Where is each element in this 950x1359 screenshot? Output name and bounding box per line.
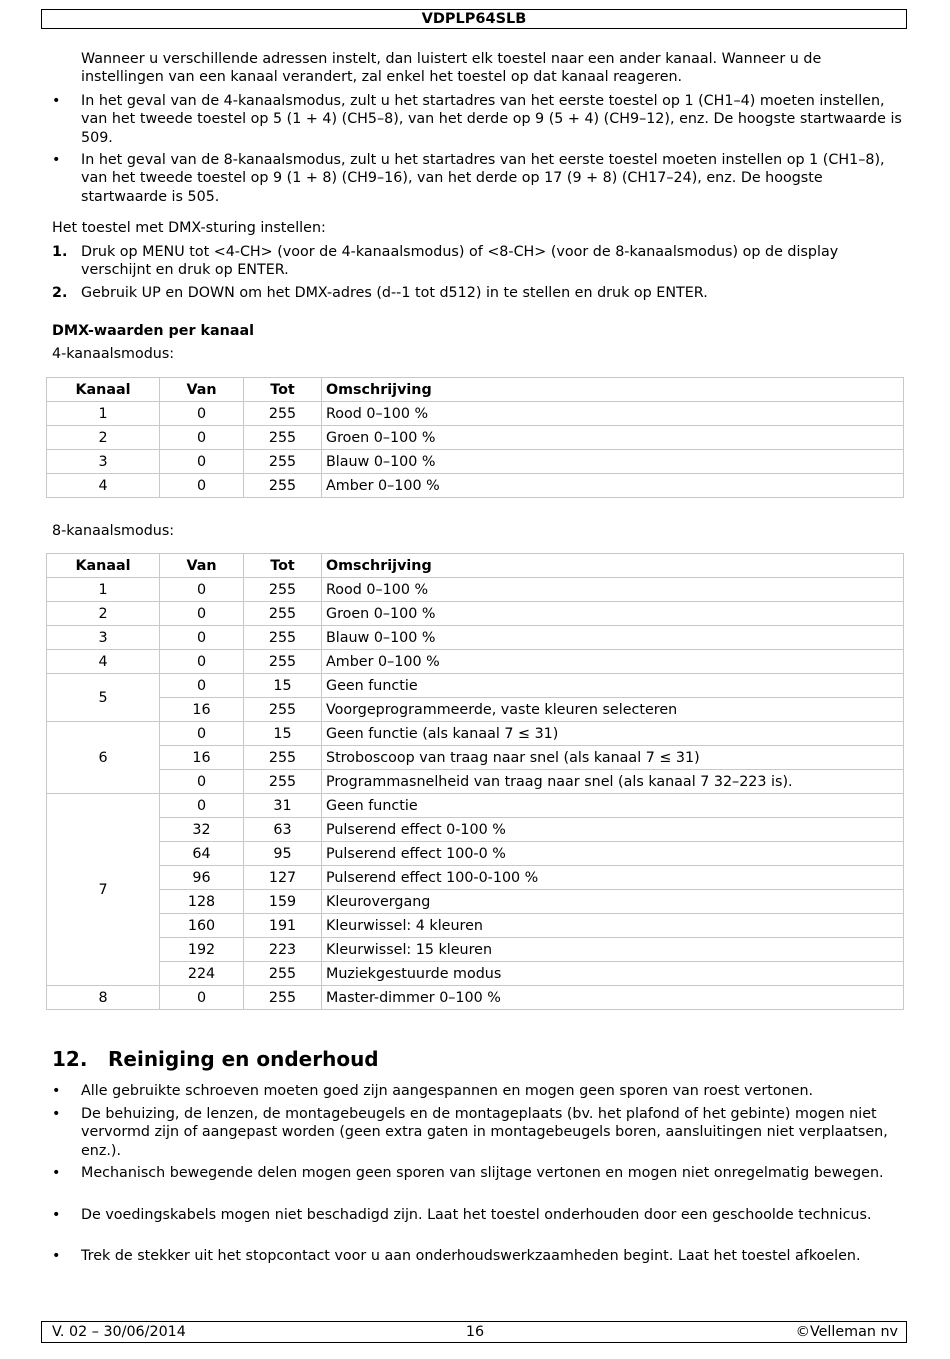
cell: Kleurwissel: 15 kleuren [322, 938, 904, 962]
cell: 127 [244, 866, 322, 890]
page-number: 16 [465, 1324, 485, 1340]
cell: 0 [160, 650, 244, 674]
table-row [47, 962, 904, 986]
cell: 0 [160, 794, 244, 818]
cell: Geen functie [322, 674, 904, 698]
table-row [47, 426, 904, 450]
cell: Amber 0–100 % [322, 650, 904, 674]
cell: 1 [47, 578, 160, 602]
cell: Rood 0–100 % [322, 578, 904, 602]
cell: Blauw 0–100 % [322, 450, 904, 474]
bullet-icon: • [52, 1083, 61, 1099]
step-item [52, 243, 902, 280]
cell: 16 [160, 698, 244, 722]
channel-cell: 5 [47, 674, 160, 722]
list-item [52, 1082, 902, 1100]
cell: 4 [47, 474, 160, 498]
cell: 63 [244, 818, 322, 842]
cell: 15 [244, 674, 322, 698]
table-header-row [47, 378, 904, 402]
bullet-icon: • [52, 1165, 61, 1181]
mode4-label: 4-kanaalsmodus: [52, 346, 175, 362]
step-number: 1. [52, 244, 68, 260]
column-header: Kanaal [47, 378, 160, 402]
table-row [47, 746, 904, 770]
bullet-icon: • [52, 1106, 61, 1122]
cell: 1 [47, 402, 160, 426]
cell: 31 [244, 794, 322, 818]
column-header: Kanaal [47, 554, 160, 578]
bullet-icon: • [52, 1207, 61, 1223]
table-row [47, 474, 904, 498]
list-item-text: In het geval van de 8-kanaalsmodus, zult u het startadres van het eerste toestel moeten instellen op 1 (CH1–8), van het tweede toestel op 9 (1 + 8) (CH9–16), van het derde op 17 (9 + 8) (CH17–24), enz. De hoogste startwaarde is 505. [81, 152, 885, 205]
list-item [52, 151, 902, 206]
cell: 191 [244, 914, 322, 938]
cell: Rood 0–100 % [322, 402, 904, 426]
cell: Blauw 0–100 % [322, 626, 904, 650]
column-header: Van [160, 378, 244, 402]
list-item [52, 92, 902, 147]
mode8-table [46, 553, 904, 1010]
column-header: Van [160, 554, 244, 578]
cell: 224 [160, 962, 244, 986]
cell: 255 [244, 426, 322, 450]
mode4-table [46, 377, 904, 498]
section-number: 12. [52, 1047, 88, 1071]
table-row [47, 450, 904, 474]
step-number: 2. [52, 285, 68, 301]
cell: 255 [244, 474, 322, 498]
cell: 3 [47, 450, 160, 474]
table-row [47, 770, 904, 794]
cell: 8 [47, 986, 160, 1010]
section-heading [52, 1046, 379, 1072]
cell: 255 [244, 962, 322, 986]
intro-paragraph: Wanneer u verschillende adressen instelt, dan luistert elk toestel naar een ander kanaal. Wanneer u de instellingen van een kanaal verandert, zal enkel het toestel op dat kanaal reageren. [81, 51, 822, 86]
cell: 255 [244, 986, 322, 1010]
cell: 15 [244, 722, 322, 746]
bullet-icon: • [52, 152, 61, 168]
cell: Stroboscoop van traag naar snel (als kanaal 7 ≤ 31) [322, 746, 904, 770]
cell: 2 [47, 602, 160, 626]
page-footer [41, 1321, 907, 1343]
cell: 96 [160, 866, 244, 890]
cell: Groen 0–100 % [322, 602, 904, 626]
cell: 4 [47, 650, 160, 674]
table-row [47, 650, 904, 674]
cell: 0 [160, 770, 244, 794]
channel-cell: 6 [47, 722, 160, 794]
table-row [47, 402, 904, 426]
cell: 159 [244, 890, 322, 914]
cell: 64 [160, 842, 244, 866]
cell: 3 [47, 626, 160, 650]
cell: Amber 0–100 % [322, 474, 904, 498]
cell: 32 [160, 818, 244, 842]
document-title: VDPLP64SLB [421, 11, 527, 27]
cell: 0 [160, 674, 244, 698]
table-row [47, 938, 904, 962]
list-item-text: In het geval van de 4-kanaalsmodus, zult u het startadres van het eerste toestel op 1 (CH1–4) moeten instellen, van het tweede toestel op 5 (1 + 4) (CH5–8), van het derde op 9 (5 + 4) (CH9–12), enz. De hoogste startwaarde is 509. [81, 93, 902, 146]
cell: 0 [160, 602, 244, 626]
table-row [47, 986, 904, 1010]
cell: 0 [160, 986, 244, 1010]
list-item-text: De behuizing, de lenzen, de montagebeugels en de montageplaats (bv. het plafond of het gebinte) mogen niet vervormd zijn of aangepast worden (geen extra gaten in montagebeugels boren, aansluitingen niet verplaatsen, enz.). [81, 1106, 888, 1159]
table-row [47, 674, 904, 698]
cell: Geen functie (als kanaal 7 ≤ 31) [322, 722, 904, 746]
list-item-text: Mechanisch bewegende delen mogen geen sporen van slijtage vertonen en mogen niet onregelmatig bewegen. [81, 1165, 884, 1181]
cell: Geen functie [322, 794, 904, 818]
table-row [47, 698, 904, 722]
table-row [47, 722, 904, 746]
table-row [47, 914, 904, 938]
cell: 255 [244, 450, 322, 474]
table-row [47, 626, 904, 650]
cell: Programmasnelheid van traag naar snel (als kanaal 7 32–223 is). [322, 770, 904, 794]
table-row [47, 578, 904, 602]
cell: 0 [160, 722, 244, 746]
table-row [47, 794, 904, 818]
cell: 160 [160, 914, 244, 938]
cell: 223 [244, 938, 322, 962]
bullet-icon: • [52, 1248, 61, 1264]
cell: 255 [244, 578, 322, 602]
cell: Master-dimmer 0–100 % [322, 986, 904, 1010]
cell: 192 [160, 938, 244, 962]
cell: 255 [244, 602, 322, 626]
cell: 0 [160, 626, 244, 650]
cell: 255 [244, 626, 322, 650]
list-item [52, 1206, 902, 1224]
list-item [52, 1105, 902, 1160]
cell: Pulserend effect 100-0-100 % [322, 866, 904, 890]
cell: 95 [244, 842, 322, 866]
cell: 0 [160, 474, 244, 498]
channel-cell: 7 [47, 794, 160, 986]
table-row [47, 602, 904, 626]
column-header: Omschrijving [322, 378, 904, 402]
list-item [52, 1164, 902, 1182]
step-item [52, 284, 902, 302]
cell: 0 [160, 426, 244, 450]
cell: 128 [160, 890, 244, 914]
cell: Pulserend effect 0-100 % [322, 818, 904, 842]
list-item-text: De voedingskabels mogen niet beschadigd zijn. Laat het toestel onderhouden door een geschoolde technicus. [81, 1207, 872, 1223]
cell: 255 [244, 698, 322, 722]
cell: Groen 0–100 % [322, 426, 904, 450]
cell: 2 [47, 426, 160, 450]
step-text: Gebruik UP en DOWN om het DMX-adres (d--1 tot d512) in te stellen en druk op ENTER. [81, 285, 708, 301]
list-item [52, 1247, 902, 1265]
page-header [41, 9, 907, 29]
cell: 255 [244, 650, 322, 674]
cell: 0 [160, 578, 244, 602]
table-row [47, 890, 904, 914]
table-row [47, 818, 904, 842]
cell: Voorgeprogrammeerde, vaste kleuren selecteren [322, 698, 904, 722]
cell: Pulserend effect 100-0 % [322, 842, 904, 866]
cell: 255 [244, 402, 322, 426]
cell: Muziekgestuurde modus [322, 962, 904, 986]
column-header: Tot [244, 378, 322, 402]
cell: 16 [160, 746, 244, 770]
column-header: Tot [244, 554, 322, 578]
mode8-label: 8-kanaalsmodus: [52, 523, 175, 539]
dmx-setup-heading: Het toestel met DMX-sturing instellen: [52, 220, 326, 236]
table-row [47, 866, 904, 890]
cell: 255 [244, 746, 322, 770]
column-header: Omschrijving [322, 554, 904, 578]
cell: 0 [160, 450, 244, 474]
cell: 0 [160, 402, 244, 426]
dmx-values-title: DMX-waarden per kanaal [52, 323, 255, 339]
cell: 255 [244, 770, 322, 794]
version-text: V. 02 – 30/06/2014 [52, 1324, 186, 1340]
bullet-icon: • [52, 93, 61, 109]
list-item-text: Trek de stekker uit het stopcontact voor u aan onderhoudswerkzaamheden begint. Laat het toestel afkoelen. [81, 1248, 861, 1264]
cell: Kleurovergang [322, 890, 904, 914]
table-row [47, 842, 904, 866]
copyright-text: ©Velleman nv [795, 1324, 898, 1340]
list-item-text: Alle gebruikte schroeven moeten goed zijn aangespannen en mogen geen sporen van roest vertonen. [81, 1083, 814, 1099]
cell: Kleurwissel: 4 kleuren [322, 914, 904, 938]
section-title: Reiniging en onderhoud [108, 1047, 379, 1071]
table-header-row [47, 554, 904, 578]
step-text: Druk op MENU tot <4-CH> (voor de 4-kanaalsmodus) of <8-CH> (voor de 8-kanaalsmodus) op de display verschijnt en druk op ENTER. [81, 244, 839, 279]
